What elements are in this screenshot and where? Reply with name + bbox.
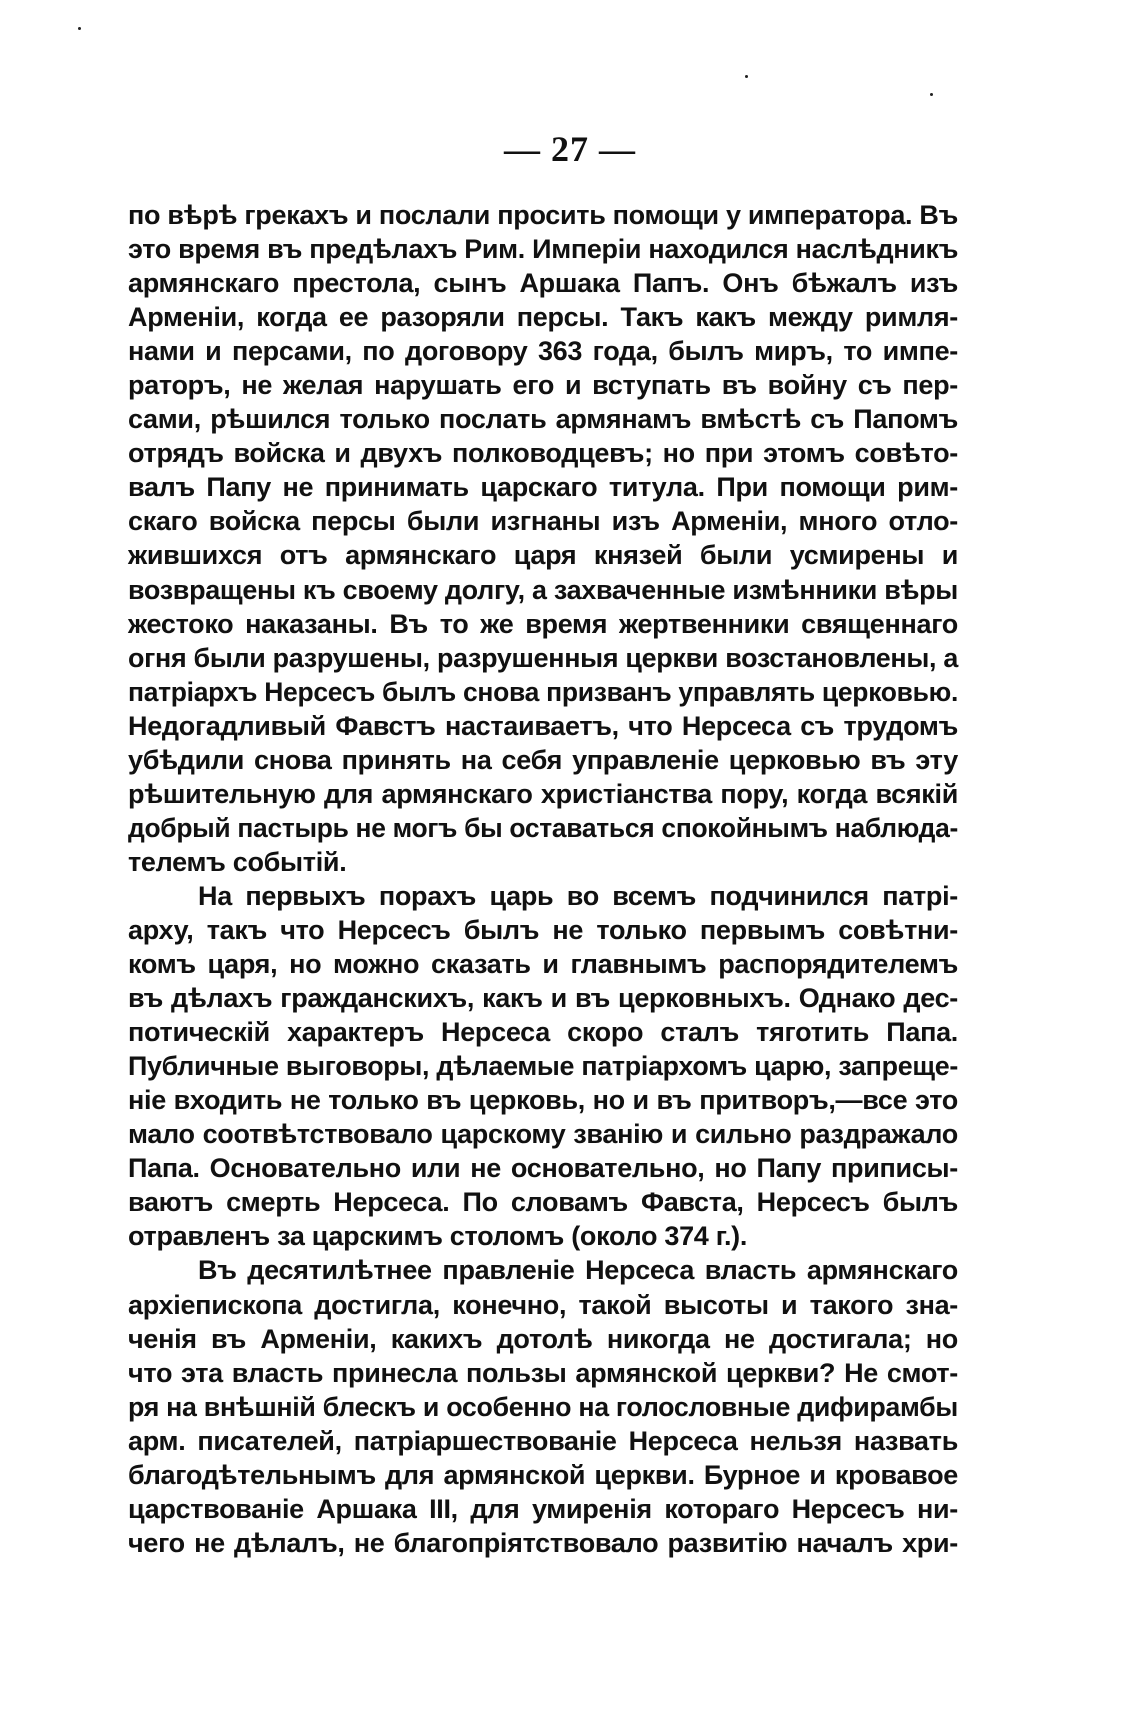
text-line: Папа. Основательно или не основательно, но Папу приписы- — [128, 1153, 958, 1184]
text-line: это время въ предѣлахъ Рим. Имперіи находился наслѣдникъ — [128, 234, 959, 265]
text-line: отравленъ за царскимъ столомъ (около 374 г.). — [128, 1221, 748, 1252]
body-text — [128, 198, 958, 1560]
text-line: мало соотвѣтствовало царскому званію и сильно раздражало — [128, 1119, 958, 1150]
text-line: ваютъ смерть Нерсеса. По словамъ Фавста, Нерсесъ былъ — [128, 1187, 958, 1218]
text-line: по вѣрѣ грекахъ и послали просить помощи у императора. Въ — [128, 200, 959, 230]
text-line: потическій характеръ Нерсеса скоро сталъ тяготить Папа. — [128, 1017, 958, 1048]
text-line: армянскаго престола, сынъ Аршака Папъ. Онъ бѣжалъ изъ — [128, 268, 958, 299]
scan-speck — [78, 27, 81, 30]
text-line: Недогадливый Фавстъ настаиваетъ, что Нерсеса съ трудомъ — [128, 710, 958, 741]
text-line: комъ царя, но можно сказать и главнымъ распорядителемъ — [128, 949, 958, 980]
text-line: Публичные выговоры, дѣлаемые патріархомъ царю, запреще- — [128, 1051, 958, 1082]
page-number: — 27 — — [504, 129, 636, 169]
text-line: что эта власть принесла пользы армянской церкви? Не смот- — [128, 1357, 958, 1388]
text-line: огня были разрушены, разрушенныя церкви возстановлены, а — [128, 642, 959, 673]
text-line: Арменіи, когда ее разоряли персы. Такъ какъ между римля- — [128, 302, 958, 333]
text-line: раторъ, не желая нарушать его и вступать въ войну съ пер- — [128, 370, 958, 401]
text-line: ря на внѣшній блескъ и особенно на голословные дифирамбы — [128, 1391, 958, 1422]
text-line: сами, рѣшился только послать армянамъ вмѣстѣ съ Папомъ — [128, 404, 958, 435]
text-line: На первыхъ порахъ царь во всемъ подчинился патрі- — [198, 880, 958, 911]
text-line: ченія въ Арменіи, какихъ дотолѣ никогда не достигала; но — [128, 1323, 958, 1354]
text-line: валъ Папу не принимать царскаго титула. При помощи рим- — [128, 472, 958, 503]
text-line: благодѣтельнымъ для армянской церкви. Бурное и кровавое — [128, 1459, 958, 1490]
text-line: царствованіе Аршака III, для умиренія котораго Нерсесъ ни- — [128, 1493, 958, 1524]
text-line: чего не дѣлалъ, не благопріятствовало развитію началъ хри- — [128, 1527, 958, 1558]
text-line: убѣдили снова принять на себя управленіе церковью въ эту — [128, 744, 958, 775]
text-line: рѣшительную для армянскаго христіанства пору, когда всякій — [128, 778, 958, 809]
text-line: нами и персами, по договору 363 года, былъ миръ, то импе- — [128, 336, 958, 367]
text-line: Въ десятилѣтнее правленіе Нерсеса власть армянскаго — [198, 1255, 958, 1286]
text-line: патріархъ Нерсесъ былъ снова призванъ управлять церковью. — [128, 676, 959, 707]
scan-speck — [930, 93, 933, 96]
text-line: арху, такъ что Нерсесъ былъ не только первымъ совѣтни- — [128, 914, 958, 945]
text-line: жившихся отъ армянскаго царя князей были усмирены и — [128, 540, 958, 571]
text-line: отрядъ войска и двухъ полководцевъ; но при этомъ совѣто- — [128, 438, 958, 469]
text-line: въ дѣлахъ гражданскихъ, какъ и въ церковныхъ. Однако дес- — [128, 983, 958, 1014]
text-line: телемъ событій. — [128, 846, 347, 877]
text-line: архіепископа достигла, конечно, такой высоты и такого зна- — [128, 1289, 958, 1320]
scan-speck — [745, 75, 748, 78]
text-line: арм. писателей, патріаршествованіе Нерсеса нельзя назвать — [128, 1425, 958, 1456]
text-line: скаго войска персы были изгнаны изъ Арменіи, много отло- — [128, 506, 958, 537]
text-line: жестоко наказаны. Въ то же время жертвенники священнаго — [128, 608, 958, 639]
text-line: возвращены къ своему долгу, а захваченные измѣнники вѣры — [128, 574, 959, 605]
text-line: добрый пастырь не могъ бы оставаться спокойнымъ наблюда- — [128, 812, 958, 843]
text-line: ніе входить не только въ церковь, но и въ притворъ,—все это — [128, 1085, 958, 1116]
